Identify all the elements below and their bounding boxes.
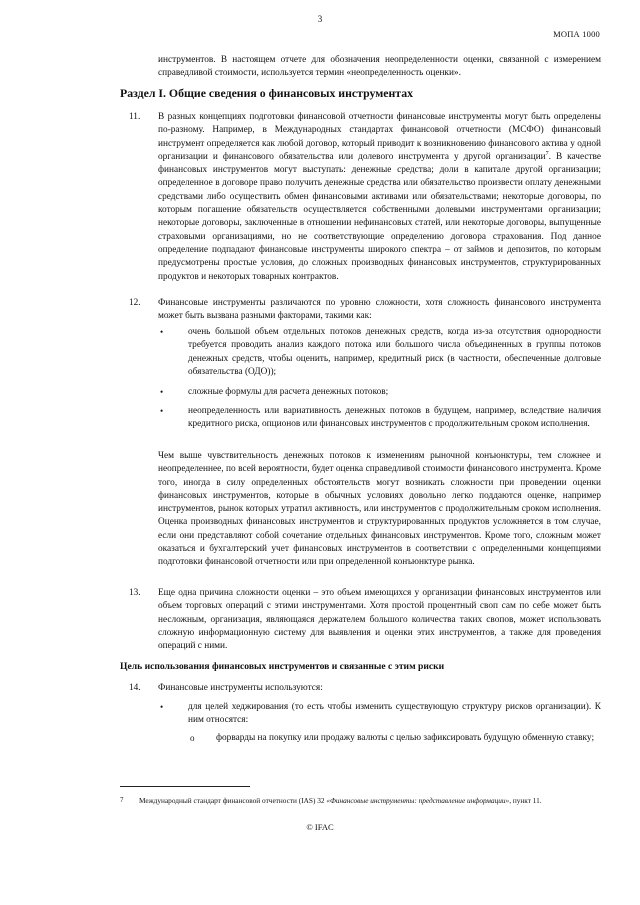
list-item: для целей хеджирования (то есть чтобы изменить существующую структуру рисков организации). К ним относятся: bbox=[188, 702, 601, 726]
list-item: очень большой объем отдельных потоков денежных средств, когда из-за отсутствия однородности требуется проводить анализ каждого потока или большого числа объединенных в группы потоков денежных средств, чтобы оценить, например, кредитный риск (в частности, обеспеченные долговые обязательства (ОДО)); bbox=[188, 327, 601, 377]
sub-list-item: форварды на покупку или продажу валюты с целью зафиксировать будущую обменную ставку; bbox=[216, 733, 595, 743]
footnote-text-end: , пункт 11. bbox=[509, 796, 542, 805]
paragraph-11 bbox=[158, 111, 601, 284]
footnote-reference: 7 bbox=[545, 150, 549, 157]
footnote-text bbox=[139, 796, 601, 806]
list-item: неопределенность или вариативность денежных потоков в будущем, например, вследствие наличия кредитного риска, опционов или финансовых инструментов с продолжительным сроком исполнения. bbox=[188, 406, 601, 430]
paragraph-14: Финансовые инструменты используются: bbox=[158, 683, 323, 693]
bullet-marker: • bbox=[160, 327, 164, 337]
paragraph-12: Финансовые инструменты различаются по уровню сложности, хотя сложность финансового инструмента может быть вызвана разными факторами, такими как: bbox=[158, 298, 601, 322]
section-heading-2: Цель использования финансовых инструментов и связанные с этим риски bbox=[120, 661, 445, 672]
bullet-marker: • bbox=[160, 702, 164, 712]
copyright-footer: © IFAC bbox=[306, 822, 334, 832]
footnote-text-italic: «Финансовые инструменты: представление информации» bbox=[326, 796, 510, 805]
document-code: МОПА 1000 bbox=[553, 29, 600, 39]
section-heading-1: Раздел I. Общие сведения о финансовых инструментах bbox=[120, 86, 414, 100]
sub-bullet-marker: o bbox=[190, 733, 195, 743]
paragraph-11-text-after: . В качестве финансовых инструментов могут выступать: денежные средства; доли в капитале другой организации; определенное в договоре право получить денежные средства или обязательство произвести оплату денежными средствами либо осуществить обмен финансовыми активами или обязательствами; некоторые договоры, по которым погашение обязательств осуществляется собственными долевыми инструментами организации; некоторые договоры, заключенные в отношении нефинансовых статей, или некоторые договоры, выпущенные страховыми организациями, но не соответствующие определению договора страхования. Под данное определение подпадают финансовые инструменты широкого спектра – от займов и депозитов, по которым предусмотрены простые условия, до сложных производных финансовых инструментов, структурированных продуктов и некоторых товарных контрактов. bbox=[158, 151, 601, 282]
list-item: сложные формулы для расчета денежных потоков; bbox=[188, 387, 389, 397]
paragraph-14-number: 14. bbox=[129, 683, 141, 693]
paragraph-11-number: 11. bbox=[129, 112, 141, 122]
bullet-marker: • bbox=[160, 406, 164, 416]
paragraph-11-text-before: В разных концепциях подготовки финансовой отчетности финансовые инструменты могут быть определены по-разному. Например, в Международных стандартах финансовой отчетности (МСФО) финансовый инструмент определяется как любой договор, который приводит к возникновению финансового актива у одной организации и финансового обязательства или долевого инструмента у другой организации bbox=[158, 112, 601, 162]
paragraph-13: Еще одна причина сложности оценки – это объем имеющихся у организации финансовых инструментов или объем торговых операций с этими инструментами. Хотя простой процентный своп сам по себе может быть несложным, организация, являющаяся держателем большого количества таких свопов, может использовать сложную информационную систему для выявления и оценки этих инструментов, а также для проведения операций с ними. bbox=[158, 588, 601, 652]
bullet-marker: • bbox=[160, 387, 164, 397]
paragraph-12-number: 12. bbox=[129, 298, 141, 308]
footnote-rule bbox=[120, 786, 250, 787]
paragraph-12-continuation: Чем выше чувствительность денежных потоков к изменениям рыночной конъюнктуры, тем сложнее и неопределеннее, по всей вероятности, будет оценка справедливой стоимости финансового инструмента. Кроме того, иногда в силу определенных обстоятельств могут возникать сложности при проведении оценки финансовых инструментов, которые в обычных условиях довольно легко поддаются оценке, например инструментов, рынок которых утратил активность, или инструментов с продолжительным сроком исполнения. Оценка производных финансовых инструментов и структурированных продуктов усложняется в том случае, если они представляют собой сочетание отдельных финансовых инструментов. Кроме того, сложным может оказаться и бухгалтерский учет финансовых инструментов в соответствии с определенными концепциями подготовки финансовой отчетности или при определенной конъюнктуре рынка. bbox=[158, 451, 601, 568]
footnote-mark: 7 bbox=[120, 796, 124, 804]
paragraph-13-number: 13. bbox=[129, 588, 141, 598]
footnote-text-plain: Международный стандарт финансовой отчетности (IAS) 32 bbox=[139, 796, 327, 805]
page-number: 3 bbox=[317, 14, 323, 24]
intro-paragraph: инструментов. В настоящем отчете для обозначения неопределенности оценки, связанной с измерением справедливой стоимости, используется термин «неопределенность оценки». bbox=[158, 55, 601, 79]
